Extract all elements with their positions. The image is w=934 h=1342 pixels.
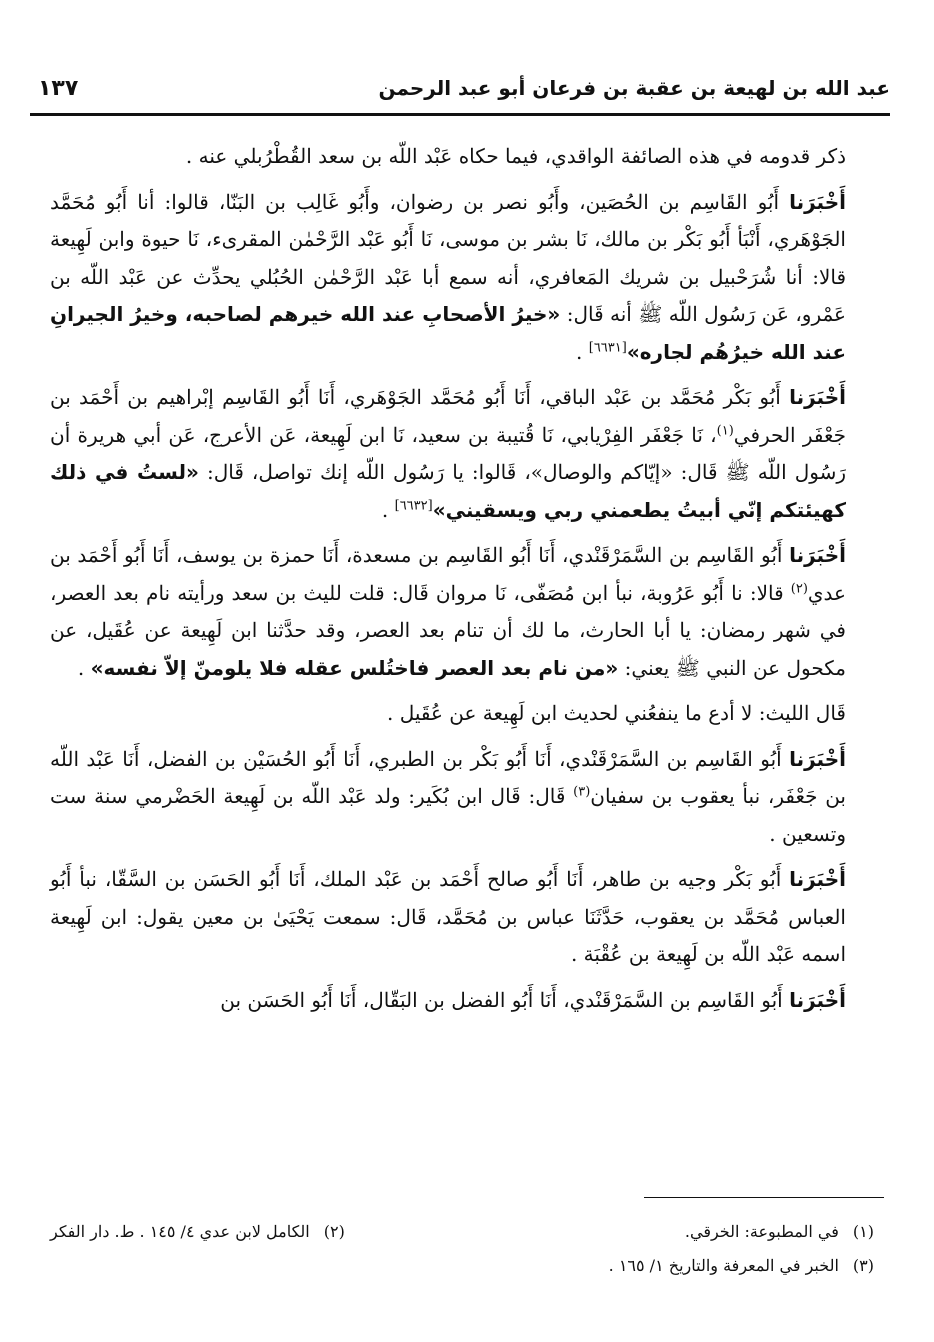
paragraph-7	[50, 861, 884, 974]
hadith-number: [٦٦٣١]	[588, 339, 627, 355]
narration-lead: أَخْبَرَنا	[789, 987, 846, 1012]
main-text	[50, 138, 884, 1027]
footnote-number: (١)	[852, 1222, 874, 1241]
narration-lead: أَخْبَرَنا	[789, 385, 846, 409]
paragraph-4	[50, 537, 884, 687]
hadith-text: «من نام بعد العصر فاختُلس عقله فلا يلومنّ إلاّ نفسه»	[90, 655, 619, 680]
narration-lead: أَخْبَرَنا	[789, 867, 846, 891]
footnote-text: الكامل لابن عدي ٤/ ١٤٥ . ط. دار الفكر	[50, 1222, 310, 1241]
paragraph-end: .	[576, 339, 589, 364]
footnote-row	[50, 1215, 874, 1249]
footnote-text: في المطبوعة: الخرقي.	[684, 1222, 839, 1241]
footnote-row	[50, 1249, 874, 1283]
paragraph-text: ذكر قدومه في هذه الصائفة الواقدي، فيما حكاه عَبْد اللّه بن سعد القُطْرُبلي عنه .	[185, 144, 846, 168]
footnote-marker: (٣)	[573, 784, 591, 800]
paragraph-8	[50, 982, 884, 1020]
hadith-number: [٦٦٣٢]	[394, 497, 433, 513]
paragraph-2	[50, 184, 884, 372]
footnote-number: (٣)	[852, 1256, 874, 1275]
footnote-marker: (٢)	[790, 580, 808, 596]
paragraph-text: أَبُو بَكْر مُحَمَّد بن عَبْد الباقي، أَنَا أَبُو مُحَمَّد الجَوْهَري، أَنَا أَبُو القَاسِم إبْراهيم بن أَحْمَد بن جَعْفَر الحرفي	[50, 385, 846, 447]
narration-lead: أَخْبَرَنا	[789, 189, 846, 214]
footnote-marker: (١)	[716, 422, 734, 438]
paragraph-text: أَبُو بَكْر وجيه بن طاهر، أَنَا أَبُو صالح أَحْمَد بن عَبْد الملك، أَنَا أَبُو الحَسَن بن السَّقّا، نبأ أَبُو العباس مُحَمَّد بن يعقوب، حَدَّثَنَا عباس بن مُحَمَّد، قَال: سمعت يَحْيَىٰ بن معين يقول: ابن لَهِيعة اسمه عَبْد اللّه بن لَهِيعة بن عُقْبَة .	[50, 867, 846, 966]
paragraph-text-cont: قَال: قَال ابن بُكَير: ولد عَبْد اللّه بن لَهِيعة الحَضْرمي سنة ست وتسعين .	[50, 784, 846, 846]
running-title: عبد الله بن لهيعة بن عقبة بن فرعان أبو عبد الرحمن	[378, 76, 890, 100]
page-header	[38, 70, 890, 114]
paragraph-text: أَبُو القَاسِم بن السَّمَرْقَنْدي، أَنَا أَبُو القَاسِم بن مسعدة، أَنَا حمزة بن يوسف، أَنَا أَبُو أَحْمَد بن عدي	[50, 543, 846, 605]
paragraph-3	[50, 379, 884, 529]
paragraph-text-cont: قالا: نا أَبُو عَرُوبة، نبأ ابن مُصَفّى، نَا مروان قَال: قلت لليث بن سعد ورأيته نام بعد العصر، في شهر رمضان: يا أبا الحارث، ما لك أن تنام بعد العصر، وقد حدَّثنا ابن لَهِيعة عن عُقَيل، عن مكحول عن النبي ﷺ يعني:	[50, 580, 846, 680]
footnotes	[50, 1215, 874, 1283]
footnote-3	[609, 1249, 874, 1283]
footnote-text: الخبر في المعرفة والتاريخ ١/ ١٦٥ .	[608, 1256, 839, 1275]
paragraph-text: قَال الليث: لا أدع ما ينفعُني لحديث ابن لَهِيعة عن عُقَيل .	[386, 701, 846, 725]
footnote-rule	[644, 1197, 884, 1198]
narration-lead: أَخْبَرَنا	[789, 746, 846, 771]
paragraph-1	[50, 138, 884, 176]
page-number: ١٣٧	[38, 76, 79, 101]
paragraph-5	[50, 695, 884, 733]
header-rule	[30, 113, 890, 116]
paragraph-end: .	[381, 497, 395, 522]
paragraph-text: أَبُو القَاسِم بن السَّمَرْقَنْدي، أَنَا أَبُو بَكْر بن الطبري، أَنَا أَبُو الحُسَيْن بن الفضل، أَنَا عَبْد اللّه بن جَعْفَر، نبأ يعقوب بن سفيان	[50, 746, 847, 808]
paragraph-text-cont: ، نَا جَعْفَر الفِرْيابي، نَا قُتيبة بن سعيد، نَا ابن لَهِيعة، عَن الأعرج، عَن أبي هريرة أن رَسُول اللّه ﷺ قَال: «إيّاكم والوصال»، قَالوا: يا رَسُول اللّه إنك تواصل، قَال:	[50, 422, 847, 484]
hadith-text: «لستُ في ذلك كهيئتكم إنّي أبيتُ يطعمني ربي ويسقيني»	[50, 460, 846, 522]
paragraph-text: أَبُو القَاسِم بن السَّمَرْقَنْدي، أَنَا أَبُو الفضل بن البَقّال، أَنَا أَبُو الحَسَن بن	[220, 987, 790, 1012]
hadith-text: «خيرُ الأصحابِ عند الله خيرهم لصاحبه، وخيرُ الجيرانِ عند الله خيرُهُم لجاره»	[50, 302, 846, 364]
footnote-1	[685, 1215, 874, 1249]
paragraph-end: .	[77, 655, 91, 680]
footnote-number: (٢)	[323, 1222, 345, 1241]
paragraph-6	[50, 741, 884, 854]
paragraph-text: أَبُو القَاسِم بن الحُصَين، وأَبُو نصر بن رضوان، وأَبُو غَالِب بن البَنّا، قالوا: أنا أَبُو مُحَمَّد الجَوْهَري، أَنْبَأ أَبُو بَكْر بن مالك، نَا بشر بن موسى، نَا أَبُو عَبْد الرَّحْمٰن المقرىء، نَا حيوة وابن لَهِيعة قالا: أنا شُرَحْبيل بن شريك المَعافري، أنه سمع أبا عَبْد الرَّحْمٰن الحُبُلي يحدِّث عن عَبْد اللّه بن عَمْرو، عَن رَسُول اللّه ﷺ أنه قَال:	[50, 189, 846, 326]
footnote-2	[50, 1215, 345, 1249]
narration-lead: أَخْبَرَنا	[789, 543, 846, 567]
